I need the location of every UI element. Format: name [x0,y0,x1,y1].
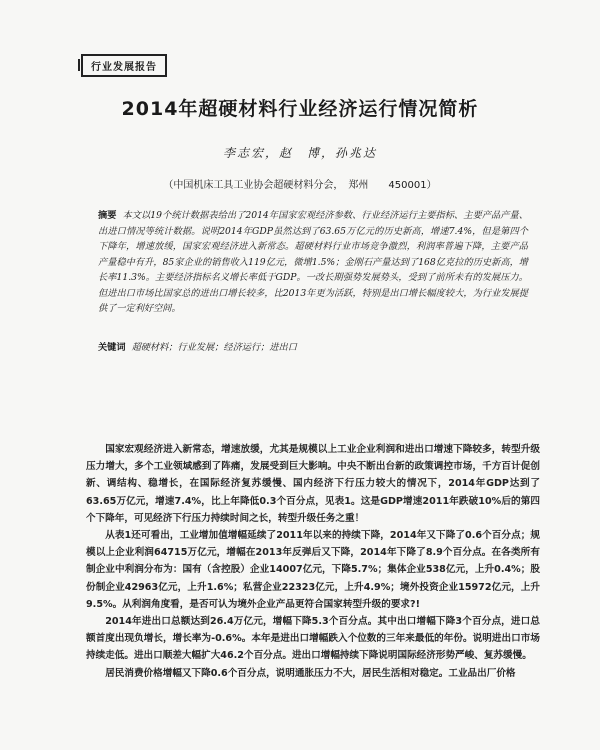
body-paragraph: 从表1还可看出，工业增加值增幅延续了2011年以来的持续下降，2014年又下降了0.6个百分点；规模以上企业利润64715万亿元，增幅在2013年反弹后又下降，2014年下降了8.9个百分点。在各类所有制企业中利润分布为：国有（含控股）企业14007亿元，下降5.7%；集体企业538亿元，上升0.4%；股份制企业42963亿元，上升1.6%；私营企业22323亿元，上升4.9%；境外投资企业15972亿元，上升9.5%。从利润角度看，是否可认为境外企业产品更符合国家转型升级的要求?! [86,530,540,610]
body-paragraph: 居民消费价格增幅又下降0.6个百分点，说明通胀压力不大，居民生活相对稳定。工业品出厂价格 [105,667,516,679]
article-affiliation: （中国机床工具工业协会超硬材料分会， 郑州 450001） [163,180,437,191]
keywords-text: 超硬材料；行业发展；经济运行；进出口 [131,342,297,353]
keywords-label: 关键词 [98,342,126,353]
section-tag: 行业发展报告 [81,54,167,77]
body-paragraph: 国家宏观经济进入新常态，增速放缓，尤其是规模以上工业企业利润和进出口增速下降较多，转型升级压力增大，多个工业领域感到了阵痛，发展受到巨大影响。中央不断出台新的政策调控市场，千方百计促创新、调结构、稳增长，在国际经济复苏缓慢、国内经济下行压力较大的情况下，2014年GDP达到了63.65万亿元，增速7.4%，比上年降低0.3个百分点，见表1。这是GDP增速2011年跌破10%后的第四个下降年，可见经济下行压力持续时间之长，转型升级任务之重！ [86,444,540,524]
keywords [98,339,528,353]
article-authors: 李志宏，赵 博，孙兆达 [222,146,377,160]
article-title: 2014年超硬材料行业经济运行情况简析 [121,98,479,120]
abstract-label: 摘要 [98,210,117,221]
body-text [86,441,540,682]
abstract [98,208,528,317]
body-paragraph: 2014年进出口总额达到26.4万亿元，增幅下降5.3个百分点。其中出口增幅下降3个百分点，进口总额首度出现负增长，增长率为-0.6%。本年是进出口增幅跌入个位数的三年来最低的年份。说明进出口市场持续走低。进出口顺差大幅扩大46.2个百分点。进出口增幅持续下降说明国际经济形势严峻、复苏缓慢。 [86,616,540,662]
abstract-text: 本文以19个统计数据表给出了2014年国家宏观经济参数、行业经济运行主要指标、主要产品产量、出进口情况等统计数据。说明2014年GDP虽然达到了63.65万亿元的历史新高，增速7.4%，但是第四个下降年，增速放缓，国家宏观经济进入新常态。超硬材料行业市场竞争激烈，利润率普遍下降，主要产品产量稳中有升，85家企业的销售收入119亿元，微增1.5%；金刚石产量达到了168亿克拉的历史新高，增长率11.3%。主要经济指标名义增长率低于GDP。一改长期强势发展势头，受到了前所未有的发展压力。但进出口市场比国家总的进出口增长较多，比2013年更为活跃，特别是出口增长幅度较大，为行业发展提供了一定利好空间。 [98,210,529,314]
